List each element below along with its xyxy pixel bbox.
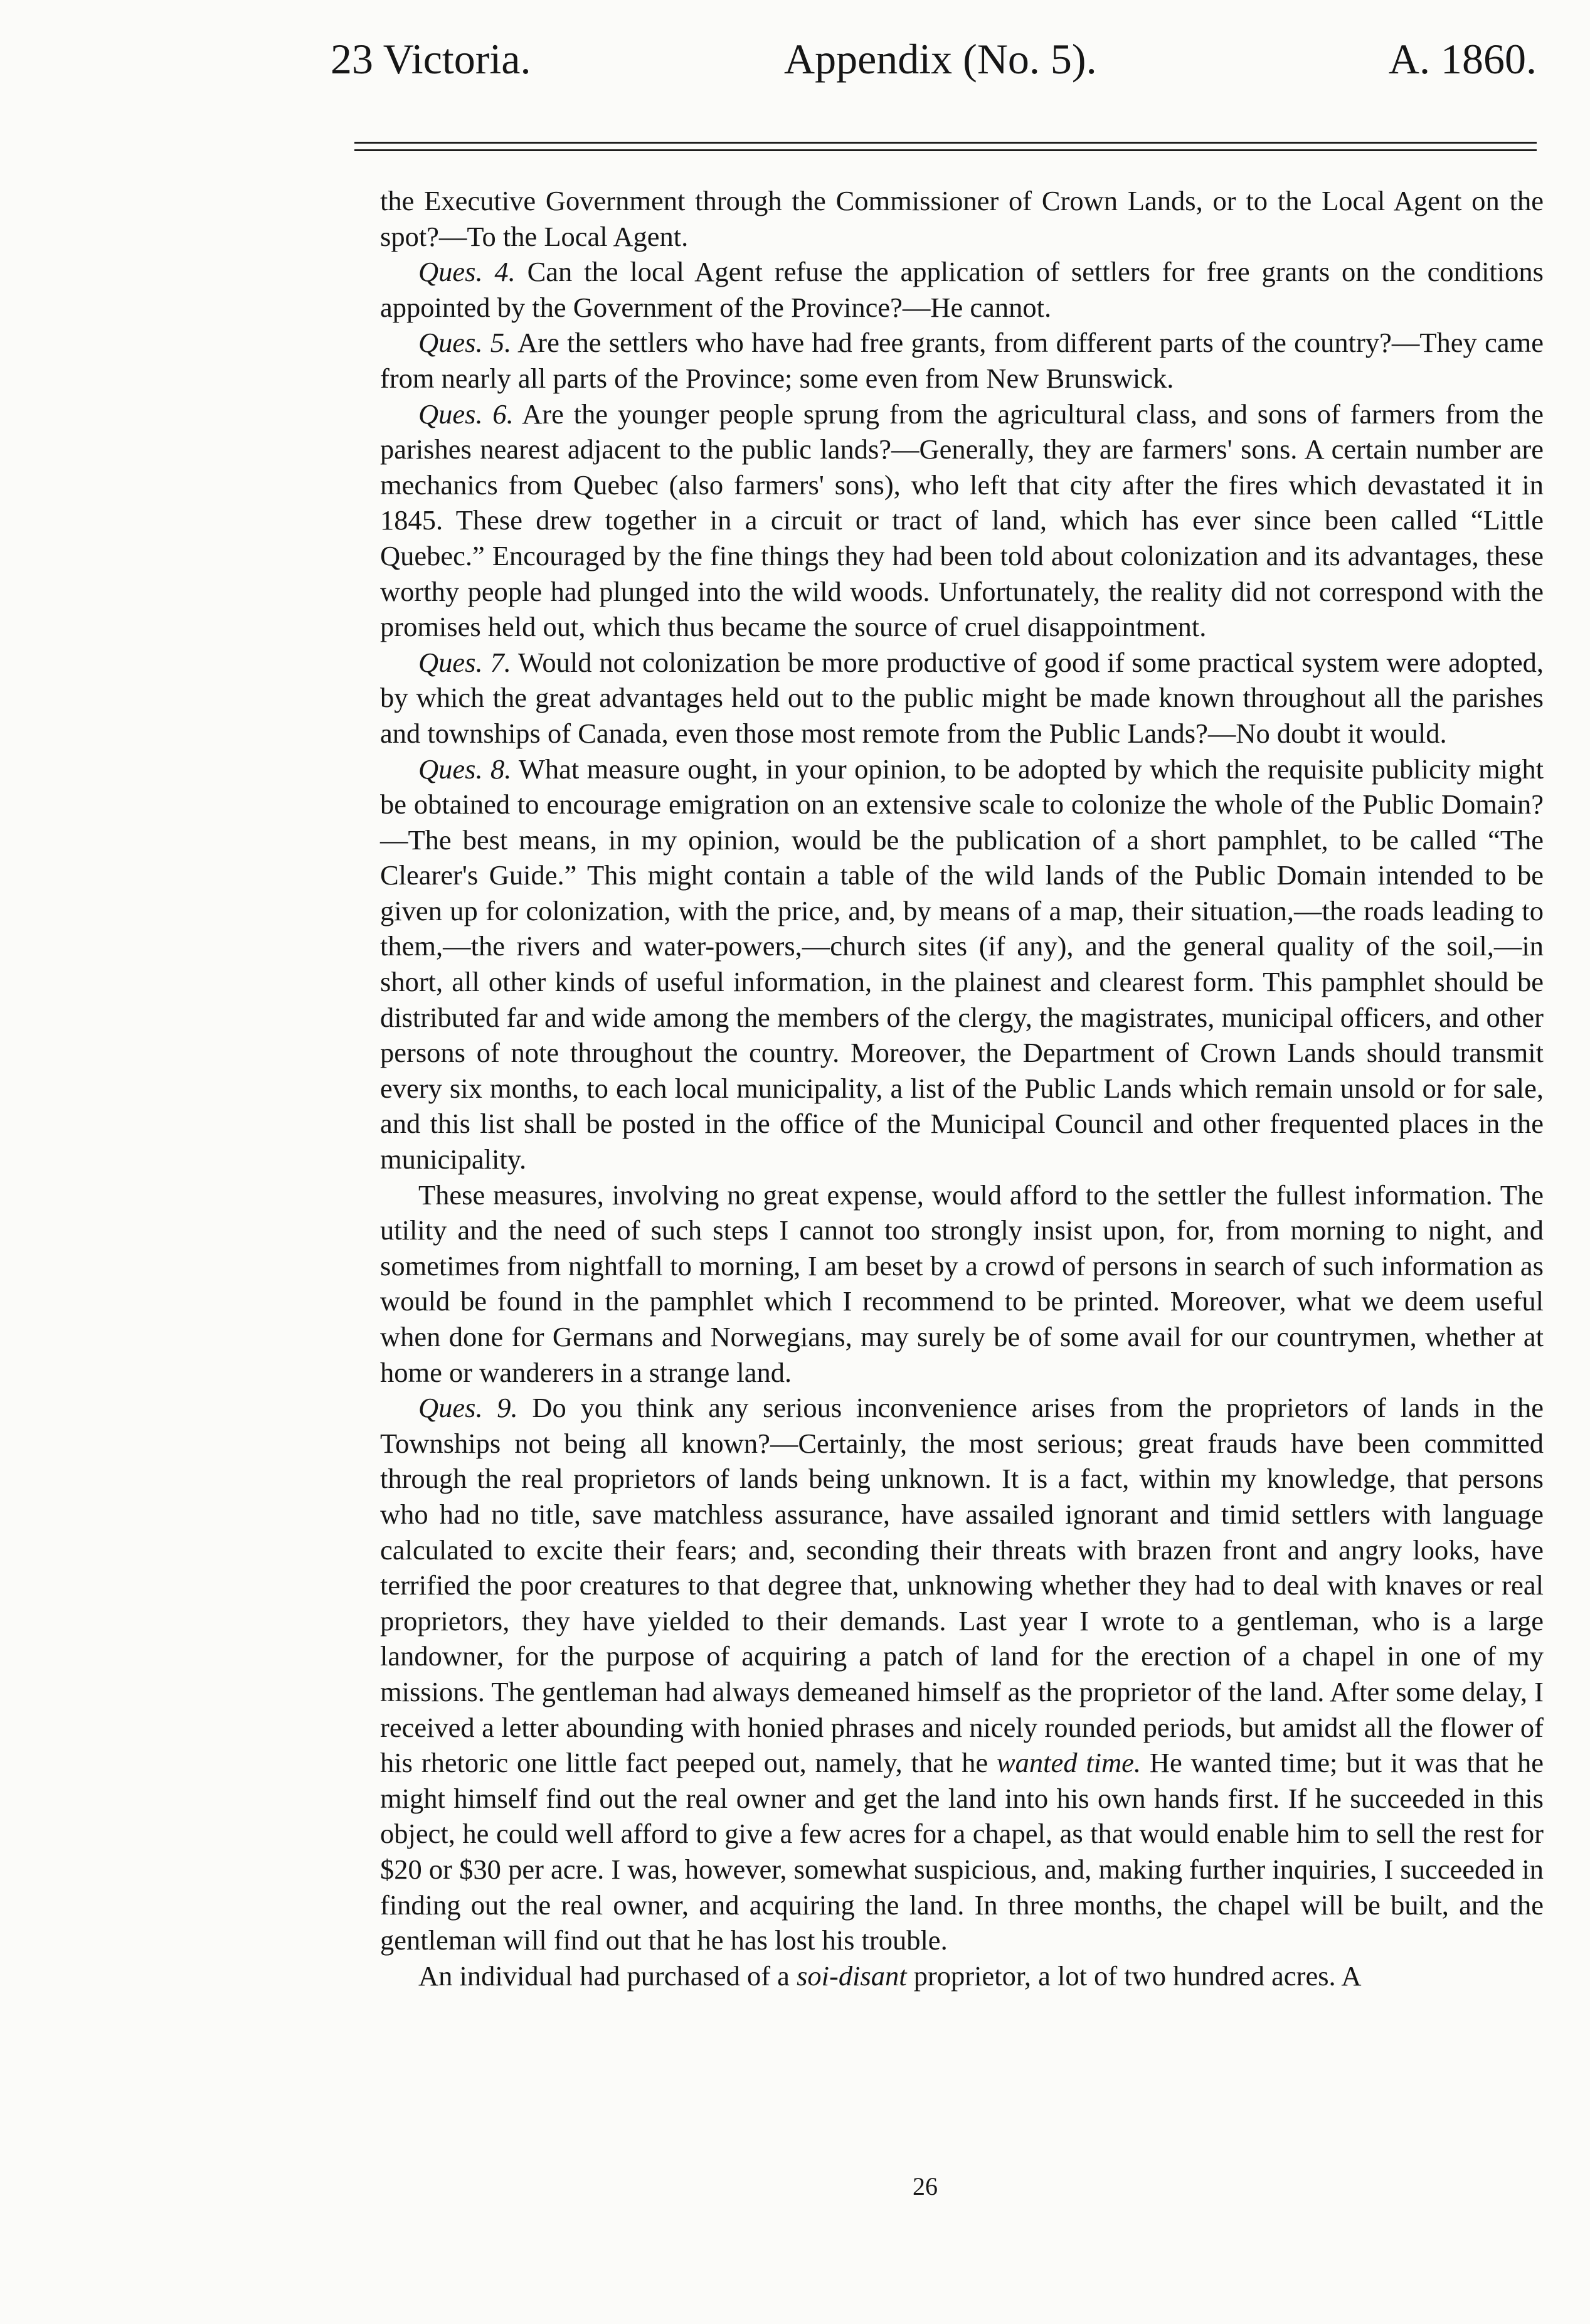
question-label: Ques. 8. <box>418 753 512 785</box>
header-rule-bottom <box>354 149 1537 151</box>
emphasis-text: soi-disant <box>797 1960 907 1992</box>
question-label: Ques. 4. <box>418 256 516 288</box>
question-text: Would not colonization be more productive of good if some practical system were adopted, by which the great advantages held out to the public might be made known throughout all the parishes and townships of Canada, even those most remote from the Public Lands?—No doubt it would. <box>380 646 1544 749</box>
header-year: A. 1860. <box>1388 35 1537 83</box>
question-label: Ques. 7. <box>418 646 511 678</box>
paragraph-text: the Executive Government through the Commissioner of Crown Lands, or to the Local Agent on the spot?—To the Local Agent. <box>380 185 1544 252</box>
paragraph-individual <box>380 1958 1544 1994</box>
question-label: Ques. 5. <box>418 327 512 359</box>
question-9 <box>380 1390 1544 1958</box>
question-7 <box>380 645 1544 751</box>
paragraph-text-continued: proprietor, a lot of two hundred acres. A <box>906 1960 1362 1992</box>
question-4 <box>380 254 1544 325</box>
question-8 <box>380 751 1544 1177</box>
page-number: 26 <box>913 2172 938 2200</box>
question-label: Ques. 6. <box>418 398 514 430</box>
header-appendix: Appendix (No. 5). <box>784 35 1097 83</box>
paragraph-text: These measures, involving no great expense, would afford to the settler the fullest information. The utility and the need of such steps I cannot too strongly insist upon, for, from morning to night, and sometimes from nightfall to morning, I am beset by a crowd of persons in search of such information as would be found in the pamphlet which I recommend to be printed. Moreover, what we deem useful when done for Germans and Norwegians, may surely be of some avail for our countrymen, whether at home or wanderers in a strange land. <box>380 1179 1544 1388</box>
question-text-continued: He wanted time; but it was that he might himself find out the real owner and get the land into his own hands first. If he succeeded in this object, he could well afford to give a few acres for a chapel, as that would enable him to sell the rest for $20 or $30 per acre. I was, however, somewhat suspicious, and, making further inquiries, I succeeded in finding out the real owner, and acquiring the land. In three months, the chapel will be built, and the gentleman will find out that he has lost his trouble. <box>380 1747 1544 1956</box>
question-text: Are the settlers who have had free grants, from different parts of the country?—They came from nearly all parts of the Province; some even from New Brunswick. <box>380 327 1544 394</box>
question-text: Do you think any serious inconvenience arises from the proprietors of lands in the Townships not being all known?—Certainly, the most serious; great frauds have been committed through the real proprietors of lands being unknown. It is a fact, within my knowledge, that persons who had no title, save matchless assurance, have assailed ignorant and timid settlers with language calculated to excite their fears; and, seconding their threats with brazen front and angry looks, have terrified the poor creatures to that degree that, unknowing whether they had to deal with knaves or real proprietors, they have yielded to their demands. Last year I wrote to a gentleman, who is a large landowner, for the purpose of acquiring a patch of land for the erection of a chapel in one of my missions. The gentleman had always demeaned himself as the proprietor of the land. After some delay, I received a letter abounding with honied phrases and nicely rounded periods, but amidst all the flower of his rhetoric one little fact peeped out, namely, that he <box>380 1392 1544 1779</box>
question-text: Are the younger people sprung from the agricultural class, and sons of farmers from the parishes nearest adjacent to the public lands?—Generally, they are farmers' sons. A certain number are mechanics from Quebec (also farmers' sons), who left that city after the fires which devastated it in 1845. These drew together in a circuit or tract of land, which has ever since been called “Little Quebec.” Encouraged by the fine things they had been told about colonization and its advantages, these worthy people had plunged into the wild woods. Unfortunately, the reality did not correspond with the promises held out, which thus became the source of cruel disappointment. <box>380 398 1544 643</box>
question-5 <box>380 325 1544 396</box>
paragraph-measures <box>380 1177 1544 1391</box>
emphasis-text: wanted time. <box>996 1747 1142 1779</box>
header-session: 23 Victoria. <box>331 35 531 83</box>
question-label: Ques. 9. <box>418 1392 518 1424</box>
header-rule-top <box>354 142 1537 144</box>
paragraph-continuation <box>380 183 1544 254</box>
body-text <box>380 183 1544 1993</box>
question-6 <box>380 396 1544 645</box>
question-text: What measure ought, in your opinion, to be adopted by which the requisite publicity might be obtained to encourage emigration on an extensive scale to colonize the whole of the Public Domain?—The best means, in my opinion, would be the publication of a short pamphlet, to be called “The Clearer's Guide.” This might contain a table of the wild lands of the Public Domain intended to be given up for colonization, with the price, and, by means of a map, their situation,—the roads leading to them,—the rivers and water-powers,—church sites (if any), and the general quality of the soil,—in short, all other kinds of useful information, in the plainest and clearest form. This pamphlet should be distributed far and wide among the members of the clergy, the magistrates, municipal officers, and other persons of note throughout the country. Moreover, the Department of Crown Lands should transmit every six months, to each local municipality, a list of the Public Lands which remain unsold or for sale, and this list shall be posted in the office of the Municipal Council and other frequented places in the municipality. <box>380 753 1544 1175</box>
paragraph-text: An individual had purchased of a <box>418 1960 797 1992</box>
question-text: Can the local Agent refuse the application of settlers for free grants on the conditions appointed by the Government of the Province?—He cannot. <box>380 256 1544 323</box>
